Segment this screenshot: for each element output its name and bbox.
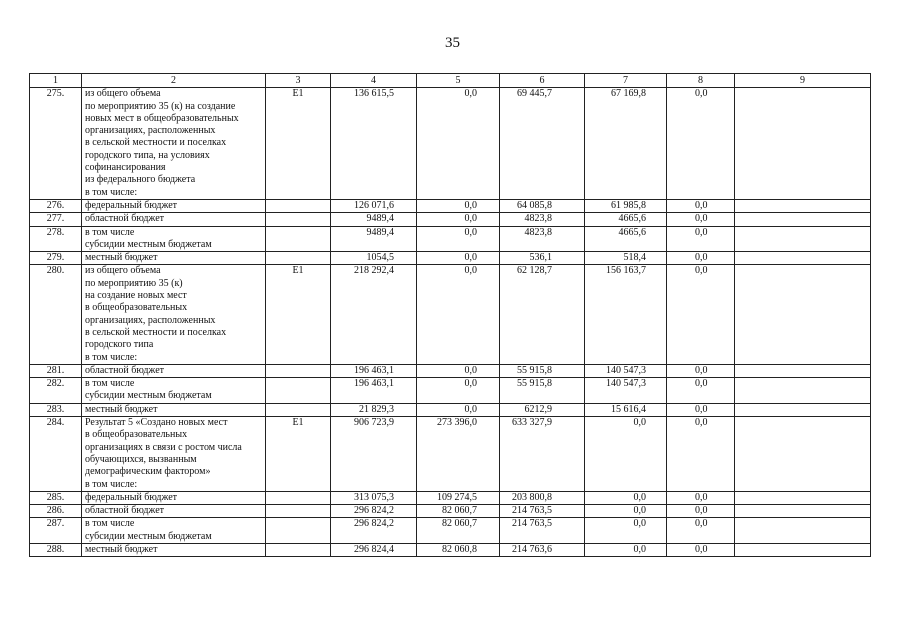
row-number: 278. [30,226,82,252]
value-col-8: 0,0 [667,364,735,377]
value-col-8: 0,0 [667,417,735,492]
table-row [30,199,871,212]
column-header: 7 [585,74,667,88]
value-col-6: 62 128,7 [500,265,585,364]
value-col-4: 296 824,2 [331,518,417,544]
value-col-4: 196 463,1 [331,378,417,404]
value-col-8: 0,0 [667,213,735,226]
value-col-6: 4823,8 [500,226,585,252]
row-number: 275. [30,88,82,200]
row-code [266,213,331,226]
row-code [266,403,331,416]
table-row [30,518,871,544]
budget-table [29,73,871,557]
value-col-4: 1054,5 [331,252,417,265]
value-col-6: 214 763,5 [500,518,585,544]
column-header: 6 [500,74,585,88]
row-code [266,199,331,212]
row-number: 281. [30,364,82,377]
column-header: 3 [266,74,331,88]
column-header: 8 [667,74,735,88]
value-col-9 [735,199,871,212]
value-col-8: 0,0 [667,518,735,544]
value-col-7: 140 547,3 [585,378,667,404]
value-col-9 [735,403,871,416]
value-col-7: 140 547,3 [585,364,667,377]
column-header: 9 [735,74,871,88]
row-code [266,252,331,265]
value-col-5: 0,0 [417,252,500,265]
value-col-4: 218 292,4 [331,265,417,364]
row-number: 287. [30,518,82,544]
row-number: 285. [30,491,82,504]
row-code: Е1 [266,88,331,200]
value-col-5: 109 274,5 [417,491,500,504]
value-col-9 [735,213,871,226]
row-number: 280. [30,265,82,364]
table-row [30,226,871,252]
table-row [30,417,871,492]
row-number: 288. [30,543,82,556]
value-col-8: 0,0 [667,88,735,200]
value-col-4: 196 463,1 [331,364,417,377]
row-description: областной бюджет [82,505,266,518]
row-code: Е1 [266,417,331,492]
value-col-4: 136 615,5 [331,88,417,200]
value-col-5: 0,0 [417,213,500,226]
column-header: 4 [331,74,417,88]
value-col-6: 214 763,5 [500,505,585,518]
row-code [266,543,331,556]
value-col-8: 0,0 [667,543,735,556]
table-row [30,543,871,556]
row-description: из общего объема по мероприятию 35 (к) на создание новых мест в общеобразовательных организациях, расположенных в сельской местности и поселках городского типа в том числе: [82,265,266,364]
row-description: в том числе субсидии местным бюджетам [82,518,266,544]
row-description: в том числе субсидии местным бюджетам [82,378,266,404]
value-col-5: 0,0 [417,364,500,377]
value-col-7: 4665,6 [585,213,667,226]
value-col-8: 0,0 [667,199,735,212]
table-row [30,252,871,265]
value-col-9 [735,518,871,544]
row-description: областной бюджет [82,364,266,377]
value-col-9 [735,417,871,492]
value-col-7: 0,0 [585,505,667,518]
row-description: федеральный бюджет [82,491,266,504]
column-header: 1 [30,74,82,88]
row-number: 277. [30,213,82,226]
value-col-7: 0,0 [585,491,667,504]
table-row [30,88,871,200]
table-row [30,265,871,364]
row-code [266,505,331,518]
value-col-5: 82 060,8 [417,543,500,556]
table-row [30,364,871,377]
value-col-8: 0,0 [667,265,735,364]
value-col-6: 633 327,9 [500,417,585,492]
row-code [266,364,331,377]
value-col-6: 203 800,8 [500,491,585,504]
value-col-7: 4665,6 [585,226,667,252]
row-number: 279. [30,252,82,265]
table-row [30,213,871,226]
value-col-7: 0,0 [585,518,667,544]
value-col-9 [735,378,871,404]
row-code: Е1 [266,265,331,364]
value-col-4: 9489,4 [331,226,417,252]
value-col-9 [735,226,871,252]
value-col-4: 9489,4 [331,213,417,226]
value-col-7: 518,4 [585,252,667,265]
value-col-9 [735,88,871,200]
row-number: 282. [30,378,82,404]
value-col-8: 0,0 [667,403,735,416]
column-number-row [30,74,871,88]
value-col-4: 21 829,3 [331,403,417,416]
row-code [266,491,331,504]
value-col-5: 82 060,7 [417,518,500,544]
value-col-9 [735,491,871,504]
value-col-9 [735,543,871,556]
value-col-4: 296 824,4 [331,543,417,556]
value-col-7: 67 169,8 [585,88,667,200]
page-number: 35 [445,35,460,51]
value-col-8: 0,0 [667,378,735,404]
row-number: 284. [30,417,82,492]
row-description: местный бюджет [82,543,266,556]
row-description: областной бюджет [82,213,266,226]
row-number: 276. [30,199,82,212]
value-col-4: 313 075,3 [331,491,417,504]
value-col-5: 273 396,0 [417,417,500,492]
row-description: в том числе субсидии местным бюджетам [82,226,266,252]
value-col-9 [735,265,871,364]
value-col-6: 214 763,6 [500,543,585,556]
value-col-4: 296 824,2 [331,505,417,518]
row-description: местный бюджет [82,252,266,265]
table-row [30,378,871,404]
value-col-4: 906 723,9 [331,417,417,492]
value-col-7: 156 163,7 [585,265,667,364]
value-col-8: 0,0 [667,226,735,252]
value-col-9 [735,505,871,518]
value-col-9 [735,364,871,377]
row-number: 286. [30,505,82,518]
row-code [266,518,331,544]
value-col-5: 82 060,7 [417,505,500,518]
row-description: из общего объема по мероприятию 35 (к) на создание новых мест в общеобразовательных организациях, расположенных в сельской местности и поселках городского типа, на условиях софинансирования из федерального бюджета в том числе: [82,88,266,200]
row-description: федеральный бюджет [82,199,266,212]
value-col-5: 0,0 [417,199,500,212]
value-col-6: 55 915,8 [500,378,585,404]
value-col-6: 536,1 [500,252,585,265]
row-code [266,378,331,404]
value-col-6: 6212,9 [500,403,585,416]
value-col-5: 0,0 [417,403,500,416]
value-col-5: 0,0 [417,265,500,364]
row-description: местный бюджет [82,403,266,416]
table-row [30,491,871,504]
value-col-6: 69 445,7 [500,88,585,200]
value-col-7: 61 985,8 [585,199,667,212]
value-col-6: 55 915,8 [500,364,585,377]
table-row [30,403,871,416]
value-col-8: 0,0 [667,491,735,504]
value-col-6: 64 085,8 [500,199,585,212]
value-col-7: 0,0 [585,417,667,492]
value-col-4: 126 071,6 [331,199,417,212]
value-col-8: 0,0 [667,505,735,518]
value-col-5: 0,0 [417,378,500,404]
value-col-7: 0,0 [585,543,667,556]
row-description: Результат 5 «Создано новых мест в общеобразовательных организациях в связи с ростом числа обучающихся, вызванным демографическим фактором» в том числе: [82,417,266,492]
column-header: 5 [417,74,500,88]
value-col-6: 4823,8 [500,213,585,226]
value-col-5: 0,0 [417,88,500,200]
value-col-8: 0,0 [667,252,735,265]
value-col-9 [735,252,871,265]
row-code [266,226,331,252]
value-col-7: 15 616,4 [585,403,667,416]
row-number: 283. [30,403,82,416]
value-col-5: 0,0 [417,226,500,252]
table-row [30,505,871,518]
column-header: 2 [82,74,266,88]
